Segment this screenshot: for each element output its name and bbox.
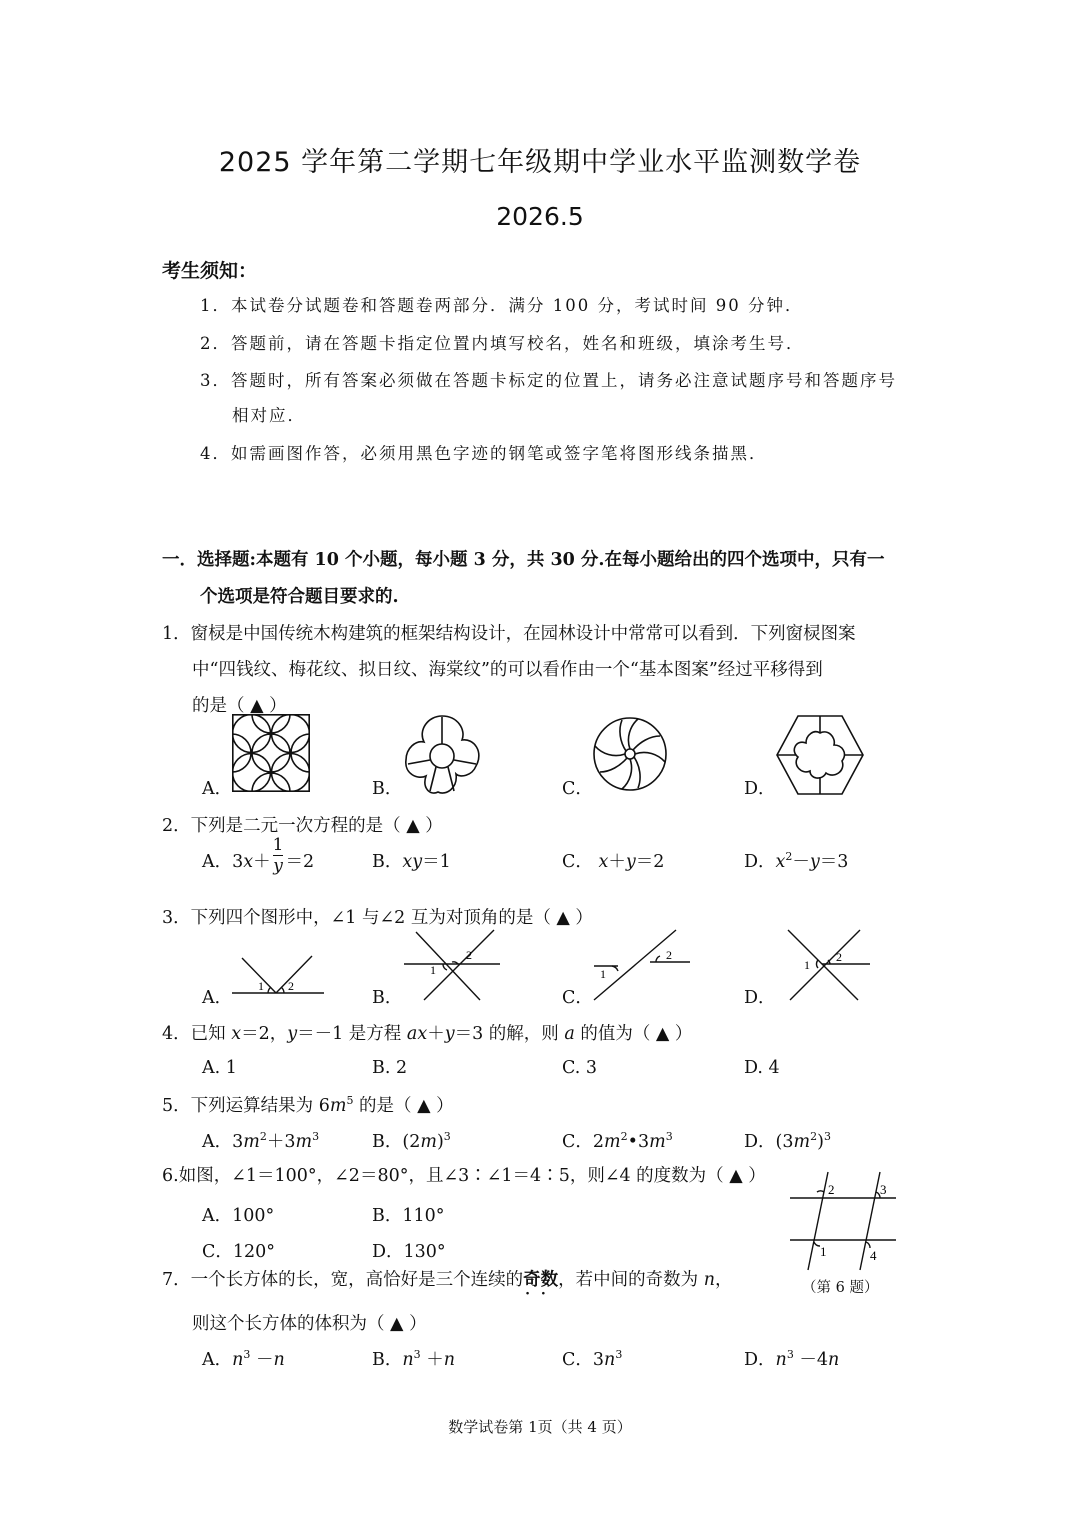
q3-angle-figure-c <box>592 926 692 1002</box>
q7-option-a: A．$n^3 -n$ <box>202 1348 285 1370</box>
q3-stem: 3．下列四个图形中，∠1 与∠2 互为对顶角的是（ ▲ ） <box>162 908 593 928</box>
q1-option-d: D． <box>744 779 776 799</box>
notice-item-4: 4．如需画图作答，必须用黑色字迹的钢笔或签字笔将图形线条描黑． <box>200 444 768 463</box>
notice-item-3-cont: 相对应． <box>232 406 306 425</box>
q4-stem: 4．已知 x＝2，y＝－1 是方程 ax＋y＝3 的解，则 a 的值为（ ▲ ） <box>162 1024 693 1044</box>
q7-option-c: C．$3n^3$ <box>562 1348 623 1370</box>
angle-1-label: 1 <box>430 963 436 977</box>
angle-2-label: 2 <box>288 979 294 993</box>
q6-option-d: D．130° <box>372 1242 446 1262</box>
q2-option-c: C． x＋y＝2 <box>562 852 665 872</box>
q5-option-c: C．$2m^2•3m^3$ <box>562 1130 673 1152</box>
plum-flower-figure <box>400 712 484 796</box>
q5-option-b: B．$(2m)^3$ <box>372 1130 451 1152</box>
q7-stem-line2: 则这个长方体的体积为（ ▲ ） <box>192 1314 427 1334</box>
notice-item-1: 1．本试卷分试题卷和答题卷两部分．满分 100 分，考试时间 90 分钟． <box>200 296 804 315</box>
q5-option-a: A．$3m^2+3m^3$ <box>202 1130 320 1152</box>
q3-option-d: D． <box>744 988 776 1008</box>
q1-option-c: C． <box>562 779 593 799</box>
four-coin-pattern-figure <box>232 714 310 792</box>
notice-item-2: 2．答题前，请在答题卡指定位置内填写校名，姓名和班级，填涂考生号． <box>200 334 805 353</box>
q1-option-a: A． <box>202 779 233 799</box>
sun-pattern-figure <box>592 716 668 792</box>
q2-stem: 2．下列是二元一次方程的是（ ▲ ） <box>162 816 443 836</box>
notice-item-3: 3．答题时，所有答案必须做在答题卡标定的位置上，请务必注意试题序号和答题序号 <box>200 371 897 390</box>
angle-1-label: 1 <box>804 958 810 972</box>
angle-3-label: 3 <box>880 1182 887 1197</box>
q3-option-a: A． <box>202 988 233 1008</box>
angle-1-label: 1 <box>258 979 264 993</box>
page-title: 2025 学年第二学期七年级期中学业水平监测数学卷 <box>218 147 862 178</box>
q1-stem-line3: 的是（ ▲ ） <box>192 696 287 716</box>
q3-angle-figure-a <box>230 950 326 998</box>
q4-option-c: C. 3 <box>562 1058 598 1078</box>
q6-stem: 6.如图，∠1＝100°，∠2＝80°，且∠3∶∠1＝4∶5，则∠4 的度数为（ ▲ ） <box>162 1166 766 1186</box>
q4-option-a: A. 1 <box>202 1058 237 1078</box>
page-footer: 数学试卷第 1页（共 4 页） <box>448 1418 632 1436</box>
angle-4-label: 4 <box>870 1248 877 1263</box>
exam-date: 2026.5 <box>496 202 584 231</box>
angle-2-label: 2 <box>828 1182 835 1197</box>
q6-figure-caption: （第 6 题） <box>802 1280 879 1296</box>
q6-option-b: B．110° <box>372 1206 445 1226</box>
q1-stem-line1: 1．窗棂是中国传统木构建筑的框架结构设计，在园林设计中常常可以看到．下列窗棂图案 <box>162 624 856 644</box>
angle-2-label: 2 <box>666 948 672 962</box>
q4-option-b: B. 2 <box>372 1058 408 1078</box>
q6-option-a: A．100° <box>202 1206 275 1226</box>
angle-2-label: 2 <box>466 948 472 962</box>
angle-1-label: 1 <box>820 1244 827 1259</box>
q3-angle-figure-d <box>782 926 872 1002</box>
q2-option-b: B．xy＝1 <box>372 852 451 872</box>
notice-heading: 考生须知： <box>162 260 258 282</box>
section-heading-cont: 个选项是符合题目要求的. <box>200 587 399 607</box>
q4-option-d: D. 4 <box>744 1058 780 1078</box>
q7-option-b: B．$n^3 +n$ <box>372 1348 456 1370</box>
q1-stem-line2: 中“四钱纹、梅花纹、拟日纹、海棠纹”的可以看作由一个“基本图案”经过平移得到 <box>192 660 823 680</box>
q2-option-a: A．3x＋ $\frac{1}{y}$ ＝2 <box>202 835 315 876</box>
q5-option-d: D．$(3m^2)^3$ <box>744 1130 831 1152</box>
q3-option-b: B． <box>372 988 403 1008</box>
q3-angle-figure-b <box>402 926 502 1002</box>
q6-option-c: C．120° <box>202 1242 276 1262</box>
angle-2-label: 2 <box>836 950 842 964</box>
q3-option-c: C． <box>562 988 593 1008</box>
q1-option-b: B． <box>372 779 403 799</box>
q5-stem: 5．下列运算结果为 $6m^5$ 的是（ ▲ ） <box>162 1094 454 1116</box>
q7-option-d: D．$n^3 -4n$ <box>744 1348 840 1370</box>
q2-option-d: D．$x^2-y=3$ <box>744 850 849 872</box>
begonia-hexagon-figure <box>776 715 864 795</box>
section-heading: 一．选择题:本题有 10 个小题，每小题 3 分，共 30 分.在每小题给出的四个选项中，只有一 <box>162 550 885 570</box>
angle-1-label: 1 <box>600 967 606 981</box>
q6-parallel-lines-figure <box>788 1168 898 1272</box>
q7-stem-line1: 7．一个长方体的长，宽，高恰好是三个连续的奇数 · ·，若中间的奇数为 n， <box>162 1266 732 1291</box>
